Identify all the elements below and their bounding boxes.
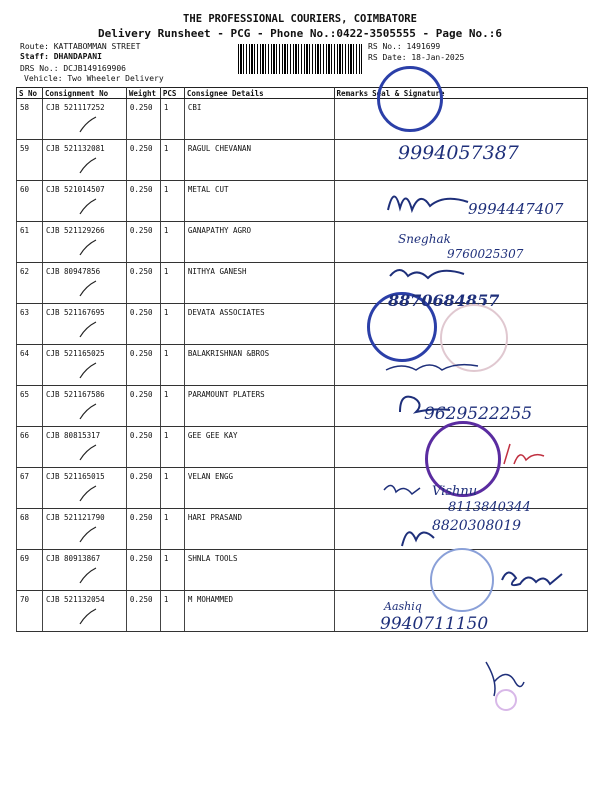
cell-sno [17,181,43,222]
cell-consignee-text: NITHYA GANESH [187,267,247,276]
bottom-signature [480,652,530,712]
table-header [17,88,588,99]
cell-sno [17,591,43,632]
cell-pcs-text: 1 [163,513,169,522]
handwritten-name-61: Sneghak [398,232,451,246]
cell-pcs [160,468,184,509]
cell-sno-text: 58 [20,103,30,112]
cell-consignee-text: DEVATA ASSOCIATES [187,308,265,317]
cell-consignee-text: M MOHAMMED [187,595,234,604]
cell-sno-text: 64 [20,349,30,358]
cell-remarks [334,345,370,386]
cell-remarks [334,427,370,468]
col-remarks: Remarks [334,88,370,99]
cell-consignee [184,509,334,550]
cell-sno [17,222,43,263]
cell-remarks [334,386,370,427]
col-consignee: Consignee Details [184,88,334,99]
cell-consignment-text: CJB 80947856 [45,267,101,276]
cell-pcs [160,222,184,263]
cell-sno-text: 70 [20,595,30,604]
handwritten-phone-70: 9940711150 [380,614,489,634]
cell-consignment-text: CJB 521132081 [45,144,105,153]
cell-consignment [42,99,126,140]
cell-pcs-text: 1 [163,349,169,358]
cell-weight [126,427,160,468]
cell-weight [126,591,160,632]
cell-consignee-text: PARAMOUNT PLATERS [187,390,265,399]
cell-sno-text: 63 [20,308,30,317]
cell-sno-text: 66 [20,431,30,440]
cell-pcs [160,140,184,181]
cell-sno [17,550,43,591]
cell-weight-text: 0.250 [129,513,153,522]
cell-consignment [42,591,126,632]
rs-date-label: RS Date: 18-Jan-2025 [368,53,465,62]
cell-pcs-text: 1 [163,144,169,153]
cell-weight [126,509,160,550]
handwritten-name-67: Vishnu [432,484,478,499]
handwritten-phone-60: 9994447407 [468,200,564,218]
cell-weight-text: 0.250 [129,349,153,358]
cell-pcs-text: 1 [163,103,169,112]
cell-consignee-text: CBI [187,103,202,112]
company-title: THE PROFESSIONAL COURIERS, COIMBATORE [183,13,417,25]
cell-pcs-text: 1 [163,267,169,276]
cell-consignee [184,222,334,263]
tick-mark [46,317,124,337]
cell-remarks [334,509,370,550]
cell-weight-text: 0.250 [129,431,153,440]
cell-consignment [42,345,126,386]
cell-consignment [42,140,126,181]
cell-pcs-text: 1 [163,472,169,481]
cell-sno-text: 65 [20,390,30,399]
cell-sno-text: 62 [20,267,30,276]
cell-consignment-text: CJB 521165025 [45,349,105,358]
cell-consignment [42,427,126,468]
cell-weight [126,468,160,509]
cell-weight-text: 0.250 [129,554,153,563]
cell-consignee [184,550,334,591]
tick-mark [46,522,124,542]
tick-mark [46,235,124,255]
route-label: Route: KATTABOMMAN STREET [20,42,141,51]
signature-66 [500,440,550,468]
signature-62 [388,262,468,284]
cell-remarks [334,468,370,509]
cell-remarks [334,99,370,140]
cell-consignment-text: CJB 521167695 [45,308,105,317]
cell-sno [17,99,43,140]
cell-sno-text: 60 [20,185,30,194]
cell-pcs-text: 1 [163,595,169,604]
cell-pcs [160,304,184,345]
cell-pcs [160,591,184,632]
bank-stamp [377,66,443,132]
cell-pcs [160,181,184,222]
cell-remarks [334,550,370,591]
cell-consignment [42,304,126,345]
cell-consignee-text: HARI PRASAND [187,513,243,522]
tick-mark [46,604,124,624]
cell-remarks [334,181,370,222]
tick-mark [46,276,124,296]
signature-67 [382,478,422,502]
cell-consignee-text: GEE GEE KAY [187,431,238,440]
cell-consignment-text: CJB 521165015 [45,472,105,481]
cell-sno [17,140,43,181]
drs-label: DRS No.: DCJB149169906 [20,64,126,73]
signature-64 [382,352,482,378]
cell-consignee-text: VELAN ENGG [187,472,234,481]
cell-consignee [184,263,334,304]
cell-consignee-text: GANAPATHY AGRO [187,226,252,235]
faded-stamp-69 [430,548,494,612]
cell-pcs [160,386,184,427]
cell-consignment-text: CJB 521121790 [45,513,105,522]
cell-pcs [160,509,184,550]
cell-weight [126,263,160,304]
staff-label: Staff: DHANDAPANI [20,52,102,61]
col-pcs: PCS [160,88,184,99]
cell-weight [126,222,160,263]
cell-consignment [42,509,126,550]
table-row [17,591,588,632]
cell-consignment-text: CJB 80913867 [45,554,101,563]
col-weight: Weight [126,88,160,99]
cell-consignee [184,140,334,181]
cell-consignee [184,181,334,222]
cell-weight [126,99,160,140]
cell-consignment-text: CJB 80815317 [45,431,101,440]
barcode [238,44,362,74]
cell-consignee [184,304,334,345]
runsheet-table [16,87,588,632]
handwritten-phone-65: 9629522255 [424,404,533,424]
cell-weight-text: 0.250 [129,390,153,399]
cell-consignment [42,550,126,591]
signature-60 [384,180,474,220]
cell-sno [17,509,43,550]
cell-consignment-text: CJB 521167586 [45,390,105,399]
cell-pcs-text: 1 [163,554,169,563]
cell-weight-text: 0.250 [129,595,153,604]
cell-pcs-text: 1 [163,390,169,399]
cell-weight [126,386,160,427]
tick-mark [46,481,124,501]
cell-pcs-text: 1 [163,308,169,317]
cell-weight [126,181,160,222]
cell-weight [126,550,160,591]
cell-consignment [42,181,126,222]
cell-sno-text: 68 [20,513,30,522]
cell-consignment-text: CJB 521014507 [45,185,105,194]
cell-consignee-text: METAL CUT [187,185,229,194]
table-row [17,99,588,140]
cell-pcs-text: 1 [163,431,169,440]
tick-mark [46,194,124,214]
cell-consignment [42,222,126,263]
cell-consignment-text: CJB 521132054 [45,595,105,604]
cell-consignment [42,263,126,304]
cell-consignee [184,427,334,468]
col-signature: Seal & Signature [370,88,587,99]
tick-mark [46,563,124,583]
cell-weight-text: 0.250 [129,226,153,235]
cell-consignee [184,591,334,632]
cell-weight [126,304,160,345]
cell-consignment [42,468,126,509]
cell-consignee-text: BALAKRISHNAN &BROS [187,349,270,358]
cell-pcs [160,550,184,591]
cell-remarks [334,591,370,632]
cell-sno-text: 61 [20,226,30,235]
cell-consignee [184,386,334,427]
cell-remarks [334,140,370,181]
cell-sno [17,263,43,304]
cell-sno [17,468,43,509]
cell-remarks [334,222,370,263]
cell-sno-text: 69 [20,554,30,563]
cell-weight-text: 0.250 [129,267,153,276]
cell-consignment-text: CJB 521117252 [45,103,105,112]
cell-weight-text: 0.250 [129,472,153,481]
cell-consignee [184,345,334,386]
tick-mark [46,399,124,419]
cell-consignee-text: RAGUL CHEVANAN [187,144,252,153]
runsheet-subtitle: Delivery Runsheet - PCG - Phone No.:0422-3505555 - Page No.:6 [98,27,502,40]
tick-mark [46,153,124,173]
handwritten-phone-59: 9994057387 [398,142,519,164]
cell-weight [126,140,160,181]
tick-mark [46,358,124,378]
cell-sno [17,304,43,345]
cell-pcs-text: 1 [163,185,169,194]
cell-weight-text: 0.250 [129,185,153,194]
cell-pcs [160,427,184,468]
table-row [17,263,588,304]
col-consignment: Consignment No [42,88,126,99]
cell-consignment [42,386,126,427]
cell-remarks [334,263,370,304]
cell-weight-text: 0.250 [129,308,153,317]
cell-weight-text: 0.250 [129,103,153,112]
cell-pcs [160,99,184,140]
cell-pcs [160,263,184,304]
cell-weight-text: 0.250 [129,144,153,153]
handwritten-phone-63: 8870684857 [388,291,500,310]
cell-sno-text: 59 [20,144,30,153]
col-sno: S No [17,88,43,99]
handwritten-phone-67: 8113840344 [448,500,531,515]
vehicle-label: Vehicle: Two Wheeler Delivery [24,74,164,83]
cell-sno [17,386,43,427]
handwritten-name-70: Aashiq [384,600,422,613]
cell-consignee-text: SHNLA TOOLS [187,554,238,563]
cell-remarks [334,304,370,345]
tick-mark [46,440,124,460]
cell-sno [17,427,43,468]
cell-consignee [184,468,334,509]
cell-consignee [184,99,334,140]
cell-consignment-text: CJB 521129266 [45,226,105,235]
handwritten-phone-61: 9760025307 [447,247,524,261]
cell-pcs [160,345,184,386]
signature-69 [498,562,568,592]
cell-pcs-text: 1 [163,226,169,235]
cell-weight [126,345,160,386]
handwritten-phone-68: 8820308019 [432,518,522,534]
rs-no-label: RS No.: 1491699 [368,42,441,51]
cell-sno-text: 67 [20,472,30,481]
cell-sno [17,345,43,386]
tick-mark [46,112,124,132]
